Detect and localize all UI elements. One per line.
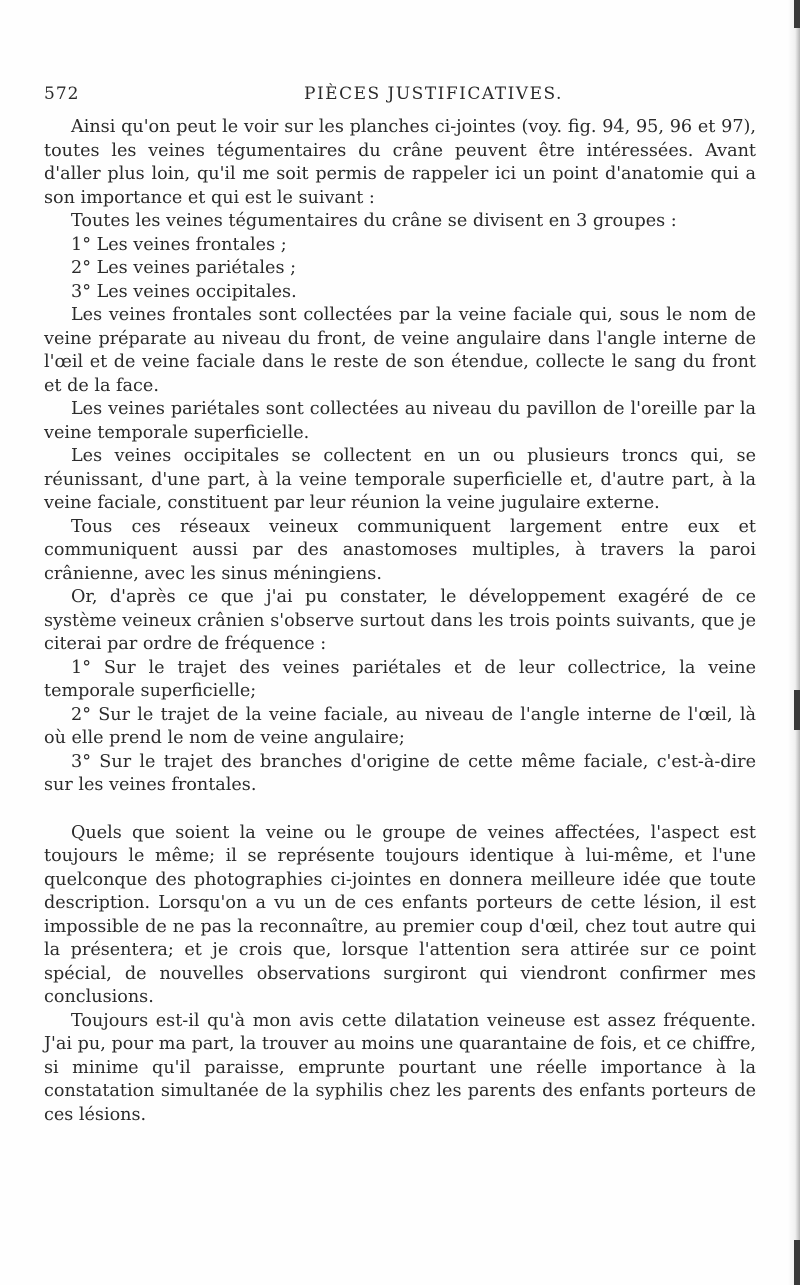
paragraph: Les veines pariétales sont collectées au niveau du pavillon de l'oreille par la veine temporale superficielle. <box>44 399 756 443</box>
list-item: 1° Les veines frontales ; <box>71 234 287 255</box>
paragraph: Les veines frontales sont collectées par la veine faciale qui, sous le nom de veine préparate au niveau du front, de veine angulaire dans l'angle interne de l'œil et de veine faciale dans le reste de son étendue, collecte le sang du front et de la face. <box>44 305 756 396</box>
page-edge-mark <box>794 690 800 730</box>
paragraph: Toujours est-il qu'à mon avis cette dilatation veineuse est assez fréquente. J'ai pu, pour ma part, la trouver au moins une quarantaine de fois, et ce chiffre, si minime qu'il paraisse, emprunte pourtant une réelle importance à la constatation simultanée de la syphilis chez les parents des enfants porteurs de ces lésions. <box>44 1010 756 1125</box>
list-item: 1° Sur le trajet des veines pariétales et de leur collectrice, la veine temporale superficielle; <box>44 657 756 701</box>
list-item: 2° Les veines pariétales ; <box>71 258 296 278</box>
page-edge-mark <box>794 0 800 28</box>
list-item: 3° Les veines occipitales. <box>71 281 297 302</box>
paragraph: Tous ces réseaux veineux communiquent largement entre eux et communiquent aussi par des anastomoses multiples, à travers la paroi crânienne, avec les sinus méningiens. <box>44 516 756 584</box>
page-number: 572 <box>44 84 80 104</box>
paragraph: Toutes les veines tégumentaires du crâne se divisent en 3 groupes : <box>71 211 677 231</box>
list-item: 2° Sur le trajet de la veine faciale, au niveau de l'angle interne de l'œil, là où elle prend le nom de veine angulaire; <box>44 704 756 748</box>
running-head: PIÈCES JUSTIFICATIVES. <box>304 84 563 104</box>
paragraph: Quels que soient la veine ou le groupe de veines affectées, l'aspect est toujours le même; il se représente toujours identique à lui-même, et l'une quelconque des photographies ci-jointes en donnera meilleure idée que toute description. Lorsqu'on a vu un de ces enfants porteurs de cette lésion, il est impossible de ne pas la reconnaître, au premier coup d'œil, chez tout autre qui la présentera; et je crois que, lorsque l'attention sera attirée sur ce point spécial, de nouvelles observations surgiront qui viendront confirmer mes conclusions. <box>44 822 756 1007</box>
page-edge-shadow <box>788 0 800 1285</box>
list-item: 3° Sur le trajet des branches d'origine de cette même faciale, c'est-à-dire sur les veines frontales. <box>44 751 756 795</box>
page-edge-mark <box>794 1240 800 1285</box>
paragraph: Les veines occipitales se collectent en un ou plusieurs troncs qui, se réunissant, d'une part, à la veine temporale superficielle et, d'autre part, à la veine faciale, constituent par leur réunion la veine jugulaire externe. <box>44 446 756 513</box>
body-text <box>44 116 756 1127</box>
page-header <box>44 84 734 108</box>
paragraph: Ainsi qu'on peut le voir sur les planches ci-jointes (voy. fig. 94, 95, 96 et 97), toutes les veines tégumentaires du crâne peuvent être intéressées. Avant d'aller plus loin, qu'il me soit permis de rappeler ici un point d'anatomie qui a son importance et qui est le suivant : <box>44 117 756 208</box>
paragraph: Or, d'après ce que j'ai pu constater, le développement exagéré de ce système veineux crânien s'observe surtout dans les trois points suivants, que je citerai par ordre de fréquence : <box>44 587 756 654</box>
